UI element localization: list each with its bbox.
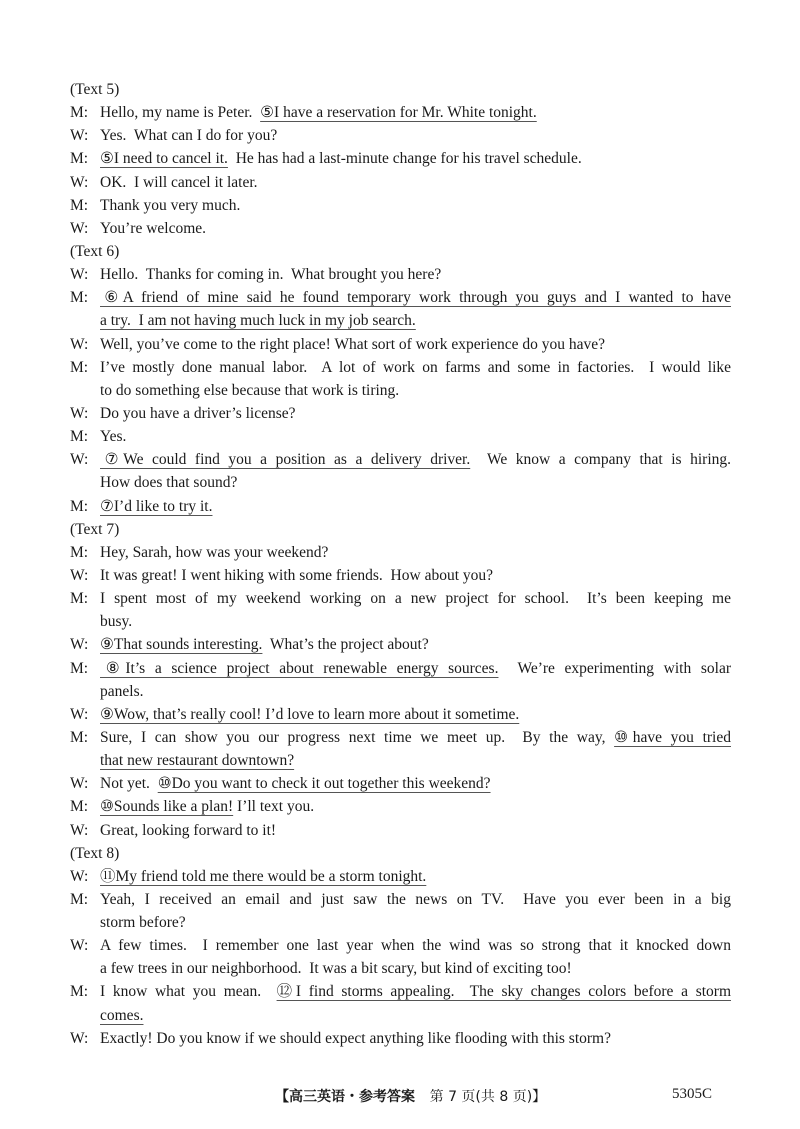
dialogue-line	[70, 379, 731, 402]
speaker-label: M:	[70, 358, 89, 376]
dialogue-text: He has had a last-minute change for his travel schedule.	[227, 150, 582, 168]
speaker-label: W:	[70, 775, 89, 793]
dialogue-line	[70, 564, 731, 587]
dialogue-line	[70, 633, 731, 656]
dialogue-text: panels.	[100, 682, 144, 700]
dialogue-text: It was great! I went hiking with some friends. How about you?	[100, 566, 494, 584]
speaker-label: M:	[70, 590, 89, 608]
speaker-label: M:	[70, 659, 89, 677]
dialogue-line	[70, 980, 731, 1003]
dialogue-line	[70, 1027, 731, 1050]
speaker-label: M:	[70, 983, 89, 1001]
underlined-answer: comes.	[100, 1006, 144, 1024]
dialogue-line	[70, 194, 731, 217]
dialogue-text: Yes. What can I do for you?	[100, 127, 278, 145]
dialogue-text: Do you have a driver’s license?	[100, 404, 296, 422]
dialogue-line	[70, 680, 731, 703]
dialogue-text: We’re experimenting with solar	[498, 659, 731, 677]
speaker-label: W:	[70, 127, 89, 145]
speaker-label: W:	[70, 266, 89, 284]
underlined-answer: ⑫I find storms appealing. The sky changes colors before a storm	[276, 983, 731, 1001]
speaker-label: W:	[70, 566, 89, 584]
dialogue-line	[70, 1004, 731, 1027]
underlined-answer: ⑨Wow, that’s really cool! I’d love to learn more about it sometime.	[100, 705, 520, 723]
speaker-label: W:	[70, 173, 89, 191]
dialogue-text: Yeah, I received an email and just saw the news on TV. Have you ever been in a big	[100, 890, 731, 908]
dialogue-line	[70, 448, 731, 471]
dialogue-text: busy.	[100, 613, 133, 631]
dialogue-text: to do something else because that work is tiring.	[100, 381, 400, 399]
speaker-label: M:	[70, 798, 89, 816]
underlined-answer: ⑤I need to cancel it.	[100, 150, 228, 168]
section-heading: (Text 6)	[70, 242, 120, 260]
dialogue-line	[70, 495, 731, 518]
speaker-label: W:	[70, 335, 89, 353]
speaker-label: W:	[70, 705, 89, 723]
underlined-answer: a try. I am not having much luck in my job search.	[100, 312, 416, 330]
dialogue-text: Thank you very much.	[100, 196, 241, 214]
dialogue-line	[70, 703, 731, 726]
dialogue-line	[70, 402, 731, 425]
dialogue-text: a few trees in our neighborhood. It was a bit scary, but kind of exciting too!	[100, 960, 572, 978]
footer-code: 5305C	[672, 1086, 713, 1102]
dialogue-line	[70, 263, 731, 286]
dialogue-line	[70, 333, 731, 356]
dialogue-line	[70, 726, 731, 749]
speaker-label: M:	[70, 890, 89, 908]
section-heading: (Text 8)	[70, 844, 120, 862]
dialogue-text: We know a company that is hiring.	[470, 451, 731, 469]
dialogue-text: Great, looking forward to it!	[100, 821, 277, 839]
dialogue-line	[70, 425, 731, 448]
speaker-label: W:	[70, 404, 89, 422]
dialogue-line	[70, 471, 731, 494]
dialogue-text: Well, you’ve come to the right place! What sort of work experience do you have?	[100, 335, 606, 353]
underlined-answer: ⑩Sounds like a plan!	[100, 798, 234, 816]
dialogue-text: Exactly! Do you know if we should expect anything like flooding with this storm?	[100, 1029, 611, 1047]
dialogue-text: Sure, I can show you our progress next time we meet up. By the way,	[100, 728, 615, 746]
dialogue-line	[70, 819, 731, 842]
dialogue-text: storm before?	[100, 914, 186, 932]
speaker-label: W:	[70, 821, 89, 839]
dialogue-line	[70, 356, 731, 379]
dialogue-text: OK. I will cancel it later.	[100, 173, 258, 191]
underlined-answer: ⑩have you tried	[614, 728, 731, 746]
speaker-label: W:	[70, 451, 89, 469]
dialogue-line	[70, 101, 731, 124]
speaker-label: W:	[70, 1029, 89, 1047]
dialogue-line	[70, 610, 731, 633]
dialogue-line	[70, 309, 731, 332]
dialogue-line	[70, 286, 731, 309]
underlined-answer: ⑧It’s a science project about renewable energy sources.	[100, 659, 499, 677]
dialogue-line	[70, 865, 731, 888]
dialogue-line	[70, 772, 731, 795]
dialogue-line	[70, 541, 731, 564]
underlined-answer: ⑨That sounds interesting.	[100, 636, 263, 654]
dialogue-text: Hello, my name is Peter.	[100, 104, 261, 122]
dialogue-text: Hey, Sarah, how was your weekend?	[100, 543, 329, 561]
dialogue-text: Not yet.	[100, 775, 158, 793]
dialogue-line	[70, 587, 731, 610]
dialogue-text: I’ve mostly done manual labor. A lot of work on farms and some in factories. I would like	[100, 358, 731, 376]
dialogue-text: What’s the project about?	[262, 636, 429, 654]
dialogue-line	[70, 934, 731, 957]
speaker-label: M:	[70, 289, 89, 307]
speaker-label: W:	[70, 867, 89, 885]
underlined-answer: ⑩Do you want to check it out together this weekend?	[157, 775, 491, 793]
section-heading: (Text 7)	[70, 520, 120, 538]
underlined-answer: ⑪My friend told me there would be a storm tonight.	[100, 867, 427, 885]
speaker-label: M:	[70, 728, 89, 746]
dialogue-line	[70, 749, 731, 772]
dialogue-text: How does that sound?	[100, 474, 238, 492]
dialogue-line	[70, 171, 731, 194]
dialogue-line	[70, 795, 731, 818]
dialogue-line	[70, 217, 731, 240]
speaker-label: M:	[70, 150, 89, 168]
footer-title	[275, 1086, 546, 1106]
underlined-answer: that new restaurant downtown?	[100, 752, 295, 770]
underlined-answer: ⑦I’d like to try it.	[100, 497, 213, 515]
speaker-label: M:	[70, 196, 89, 214]
speaker-label: M:	[70, 543, 89, 561]
dialogue-text: Hello. Thanks for coming in. What brought you here?	[100, 266, 442, 284]
speaker-label: M:	[70, 428, 89, 446]
dialogue-line	[70, 911, 731, 934]
speaker-label: M:	[70, 104, 89, 122]
section-heading: (Text 5)	[70, 81, 120, 98]
dialogue-text: A few times. I remember one last year when the wind was so strong that it knocked down	[100, 937, 731, 955]
dialogue-text: I’ll text you.	[233, 798, 315, 816]
dialogue-line	[70, 124, 731, 147]
dialogue-line	[70, 888, 731, 911]
dialogue-text: I spent most of my weekend working on a new project for school. It’s been keeping me	[100, 590, 731, 608]
underlined-answer: ⑤I have a reservation for Mr. White tonight.	[260, 104, 537, 122]
underlined-answer: ⑥A friend of mine said he found temporary work through you guys and I wanted to have	[100, 289, 731, 307]
speaker-label: W:	[70, 937, 89, 955]
footer-page-number: 第 7 页(共 8 页)】	[429, 1089, 547, 1105]
underlined-answer: ⑦We could find you a position as a delivery driver.	[100, 451, 471, 469]
speaker-label: W:	[70, 636, 89, 654]
dialogue-text: Yes.	[100, 428, 127, 446]
dialogue-line	[70, 957, 731, 980]
dialogue-text: I know what you mean.	[100, 983, 277, 1001]
speaker-label: M:	[70, 497, 89, 515]
answer-transcript	[70, 78, 731, 1050]
footer-title-text: 【高三英语・参考答案	[275, 1089, 415, 1105]
dialogue-text: You’re welcome.	[100, 219, 207, 237]
dialogue-line	[70, 657, 731, 680]
dialogue-line	[70, 147, 731, 170]
speaker-label: W:	[70, 219, 89, 237]
